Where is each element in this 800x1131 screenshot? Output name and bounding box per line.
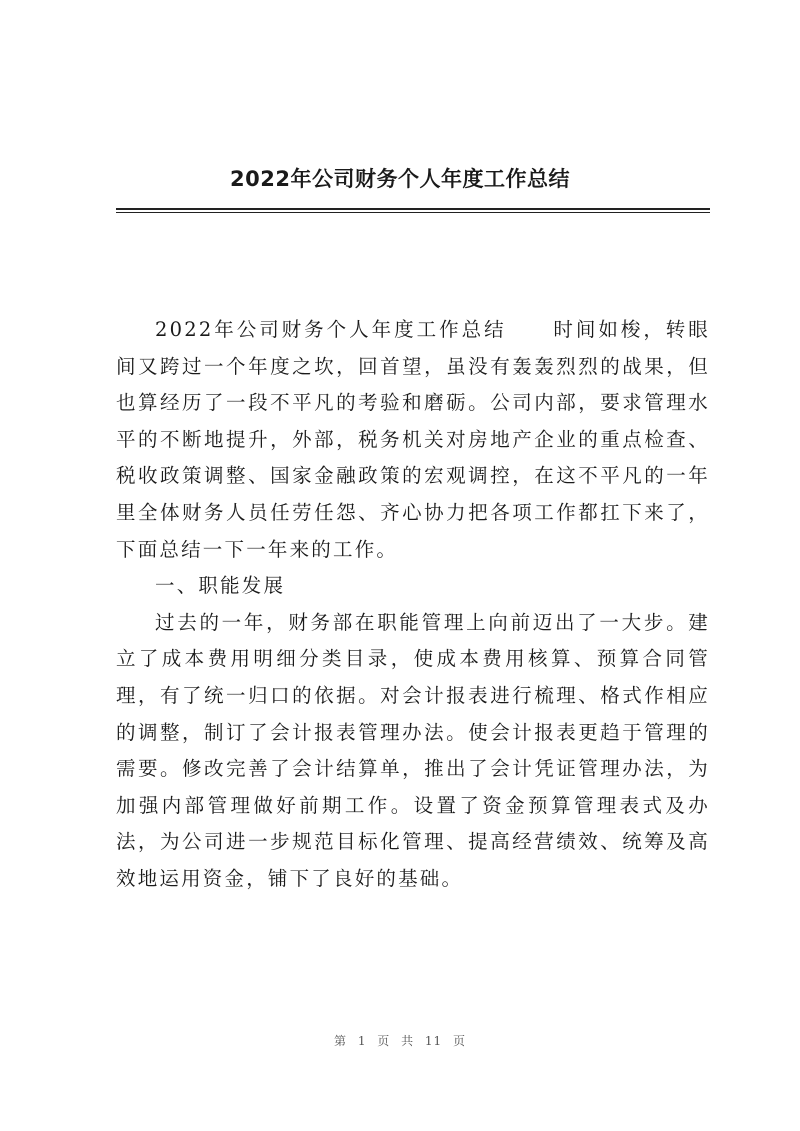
title-underline	[116, 208, 710, 213]
intro-text: 时间如梭，转眼间又跨过一个年度之坎，回首望，虽没有轰轰烈烈的战果，但也算经历了一段不平凡的考验和磨砺。公司内部，要求管理水平的不断地提升，外部，税务机关对房地产企业的重点检查、税收政策调整、国家金融政策的宏观调控，在这不平凡的一年里全体财务人员任劳任怨、齐心协力把各项工作都扛下来了，下面总结一下一年来的工作。	[116, 318, 710, 561]
section-heading: 一、职能发展	[155, 574, 286, 598]
page-number-footer: 第 1 页 共 11 页	[334, 1034, 466, 1048]
section-paragraph: 过去的一年，财务部在职能管理上向前迈出了一大步。建立了成本费用明细分类目录，使成本费用核算、预算合同管理，有了统一归口的依据。对会计报表进行梳理、格式作相应的调整，制订了会计报表管理办法。使会计报表更趋于管理的需要。修改完善了会计结算单，推出了会计凭证管理办法，为加强内部管理做好前期工作。设置了资金预算管理表式及办法，为公司进一步规范目标化管理、提高经营绩效、统筹及高效地运用资金，铺下了良好的基础。	[116, 610, 710, 890]
intro-paragraph	[116, 312, 710, 568]
document-body	[116, 312, 710, 898]
intro-heading: 2022年公司财务个人年度工作总结	[155, 318, 507, 341]
document-title: 2022年公司财务个人年度工作总结	[230, 167, 570, 191]
